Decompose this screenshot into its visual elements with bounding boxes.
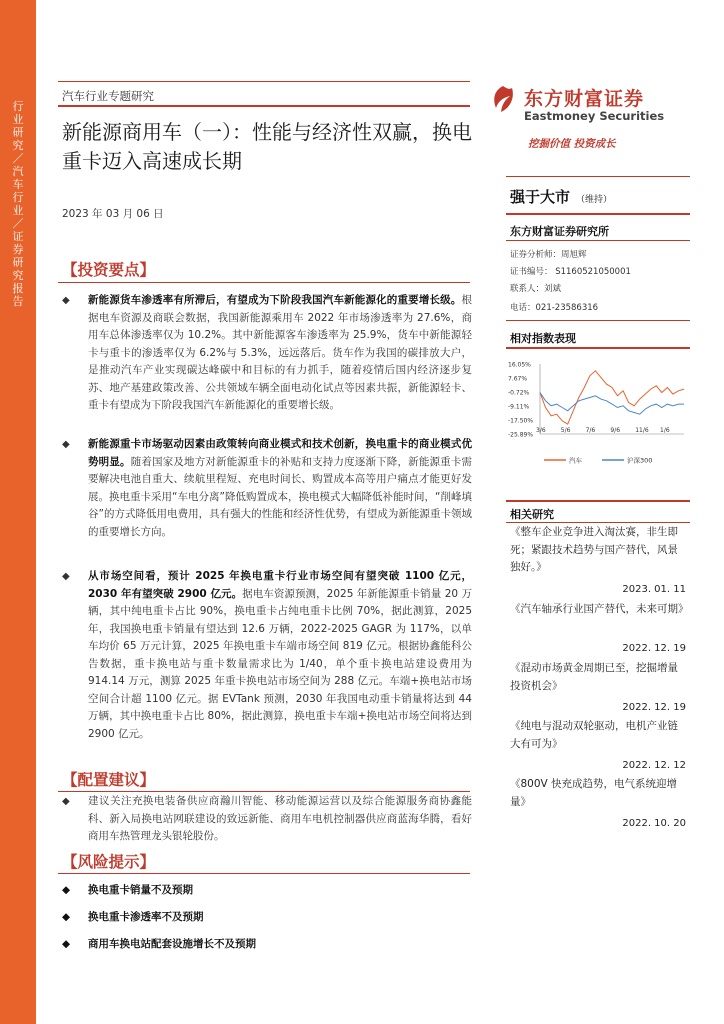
point-bold: 新能源重卡市场驱动因素由政策转向商业模式和技术创新，换电重卡的商业模式优势明显。 — [88, 438, 472, 468]
company-logo — [488, 84, 678, 134]
relative-index-chart — [506, 356, 690, 476]
diamond-bullet-icon: ◆ — [62, 796, 70, 807]
eastmoney-logo-icon — [488, 84, 518, 114]
risk-text: 换电重卡销量不及预期 — [88, 884, 193, 896]
investment-point-3 — [62, 568, 472, 743]
series-line-1 — [540, 371, 684, 424]
section-rule — [58, 282, 470, 283]
report-title: 新能源商用车（一）：性能与经济性双赢，换电重卡迈入高速成长期 — [62, 120, 472, 173]
point-bold: 新能源货车渗透率有所滞后，有望成为下阶段我国汽车新能源化的重要增长级。 — [88, 294, 462, 306]
x-tick-label: 5/6 — [560, 427, 571, 434]
related-research-item-2[interactable]: 《汽车轴承行业国产替代，未来可期》 — [510, 603, 689, 615]
chart-heading: 相对指数表现 — [510, 332, 576, 345]
config-text: 建议关注充换电装备供应商瀚川智能、移动能源运营以及综合能源服务商协鑫能科、新入局换电站网联建设的致远新能、商用车电机控制器供应商蓝海华腾，看好商用车热管理龙头银轮股份。 — [88, 795, 472, 842]
risk-text: 商用车换电站配套设施增长不及预期 — [88, 938, 256, 950]
right-rule — [506, 500, 690, 502]
analyst-name: 证券分析师：周旭辉 — [510, 250, 587, 260]
risk-item-2 — [62, 909, 204, 924]
investment-point-1 — [62, 292, 472, 415]
section-config-heading: 【配置建议】 — [62, 771, 156, 789]
logo-slogan: 挖掘价值 投资成长 — [528, 138, 616, 150]
logo-chinese-name: 东方财富证券 — [524, 88, 645, 110]
rating-label: 强于大市 — [510, 188, 571, 206]
point-text: 随着国家及地方对新能源重卡的补贴和支持力度逐渐下降，新能源重卡需要解决电池自重大、续航里程短、充电时间长、购置成本高等用户痛点才能更好发展。换电重卡采用“车电分离”降低购置成本，换电模式大幅降低补能时间，“削峰填谷”的方式降低用电费用，具有强大的性能和经济性优势，有望成为新能源重卡领域的重要增长方向。 — [88, 455, 473, 538]
y-tick-label: 16.05% — [508, 361, 531, 369]
diamond-bullet-icon: ◆ — [62, 439, 70, 450]
analyst-contact: 联系人：刘斌 — [510, 284, 562, 294]
point-text: 根据电车资源及商联会数据，我国新能源乘用车 2022 年市场渗透率为 27.6%，商用车总体渗透率仅为 10.2%。其中新能源客车渗透率为 25.9%，货车中新能源轻卡与重卡的渗透率仅为 6.2%与 5.3%，远远落后。货车作为我国的碳排放大户，是推动汽车产业实现碳达峰碳中和目标的有力抓手，随着疫情后国内经济逐步复苏、地产基建政策改善、公共领域车辆全面电动化试点等因素共振，新能源轻卡、重卡有望成为下阶段我国汽车新能源化的重要增长级。 — [88, 294, 472, 411]
analyst-cert: 证书编号： S1160521050001 — [510, 267, 631, 277]
config-suggestion — [62, 793, 472, 846]
logo-english-name: Eastmoney Securities — [524, 109, 665, 123]
related-research-item-3[interactable]: 《混动市场黄金周期已至，挖掘增量投资机会》 — [510, 662, 678, 692]
diamond-bullet-icon: ◆ — [62, 938, 71, 950]
related-research-date: 2022. 12. 12 — [622, 760, 686, 771]
risk-item-1 — [62, 882, 193, 897]
right-rule — [506, 522, 690, 523]
related-research-item-5[interactable]: 《800V 快充成趋势，电气系统迎增量》 — [510, 778, 678, 808]
legend-label: 汽车 — [569, 456, 582, 465]
related-research-date: 2023. 01. 11 — [622, 584, 686, 595]
section-risk-heading: 【风险提示】 — [62, 853, 156, 871]
right-rule — [506, 213, 690, 215]
legend-label: 沪深300 — [627, 456, 653, 465]
related-research-heading: 相关研究 — [510, 508, 554, 521]
right-rule — [506, 176, 690, 177]
rating-note: （维持） — [576, 195, 613, 205]
risk-text: 换电重卡渗透率不及预期 — [88, 911, 204, 923]
header-top-rule — [58, 81, 470, 82]
x-tick-label: 3/6 — [536, 427, 546, 434]
section-rule — [58, 791, 470, 792]
x-tick-label: 11/6 — [635, 427, 649, 434]
research-institute: 东方财富证券研究所 — [510, 225, 609, 238]
point-bold: 从市场空间看，预计 2025 年换电重卡行业市场空间有望突破 1100 亿元，2030 年有望突破 2900 亿元。 — [88, 570, 472, 600]
x-tick-label: 1/6 — [660, 427, 670, 434]
y-tick-label: -17.50% — [508, 417, 534, 425]
section-rule — [58, 873, 470, 874]
y-tick-label: -0.72% — [508, 389, 530, 397]
right-rule — [506, 320, 690, 321]
diamond-bullet-icon: ◆ — [62, 884, 71, 896]
risk-item-3 — [62, 936, 256, 951]
analyst-phone: 电话：021-23586316 — [510, 303, 599, 313]
related-research-item-1[interactable]: 《整车企业竞争进入淘汰赛，非生即死；紧跟技术趋势与国产替代，风景独好。》 — [510, 526, 678, 573]
y-tick-label: -25.89% — [508, 431, 534, 439]
related-research-item-4[interactable]: 《纯电与混动双轮驱动，电机产业链大有可为》 — [510, 720, 678, 750]
point-text: 据电车资源预测，2025 年新能源重卡销量 20 万辆，其中纯电重卡占比 90%，换电重卡占纯电重卡比例 70%，据此测算，2025 年，我国换电重卡销量有望达到 12.6 万辆，2022-2025 GAGR 为 117%，以单车均价 65 万元计算，2025 年换电重卡车端市场空间 819 亿元。根据协鑫能科公告数据，重卡换电站与重卡数量需求比为 1/40，单个重卡换电站建设费用为 914.14 万元，测算 2025 年重卡换电站市场空间为 288 亿元。车端+换电站市场空间合计超 1100 亿元。据 EVTank 预测，2030 年我国电动重卡销量将达到 44 万辆，其中换电重卡占比 80%，据此测算，换电重卡车端+换电站市场空间将达到 2900 亿元。 — [88, 587, 472, 740]
related-research-date: 2022. 12. 19 — [622, 643, 686, 654]
rating — [510, 186, 612, 207]
right-rule — [506, 240, 690, 241]
y-tick-label: 7.67% — [508, 375, 528, 383]
diamond-bullet-icon: ◆ — [62, 911, 71, 923]
report-date: 2023 年 03 月 06 日 — [62, 208, 164, 220]
diamond-bullet-icon: ◆ — [62, 571, 70, 582]
series-line-2 — [540, 393, 684, 415]
x-tick-label: 7/6 — [585, 427, 596, 434]
header-rule — [58, 105, 470, 107]
related-research-date: 2022. 12. 19 — [622, 702, 686, 713]
diamond-bullet-icon: ◆ — [62, 295, 70, 306]
x-tick-label: 9/6 — [610, 427, 621, 434]
related-research-date: 2022. 10. 20 — [622, 818, 686, 829]
investment-point-2 — [62, 436, 472, 541]
report-category: 汽车行业专题研究 — [62, 89, 154, 103]
right-rule — [506, 347, 690, 349]
sidebar-vertical-label: 行业研究／汽车行业／证券研究报告 — [12, 100, 24, 308]
section-investment-heading: 【投资要点】 — [62, 261, 156, 279]
y-tick-label: -9.11% — [508, 403, 530, 411]
